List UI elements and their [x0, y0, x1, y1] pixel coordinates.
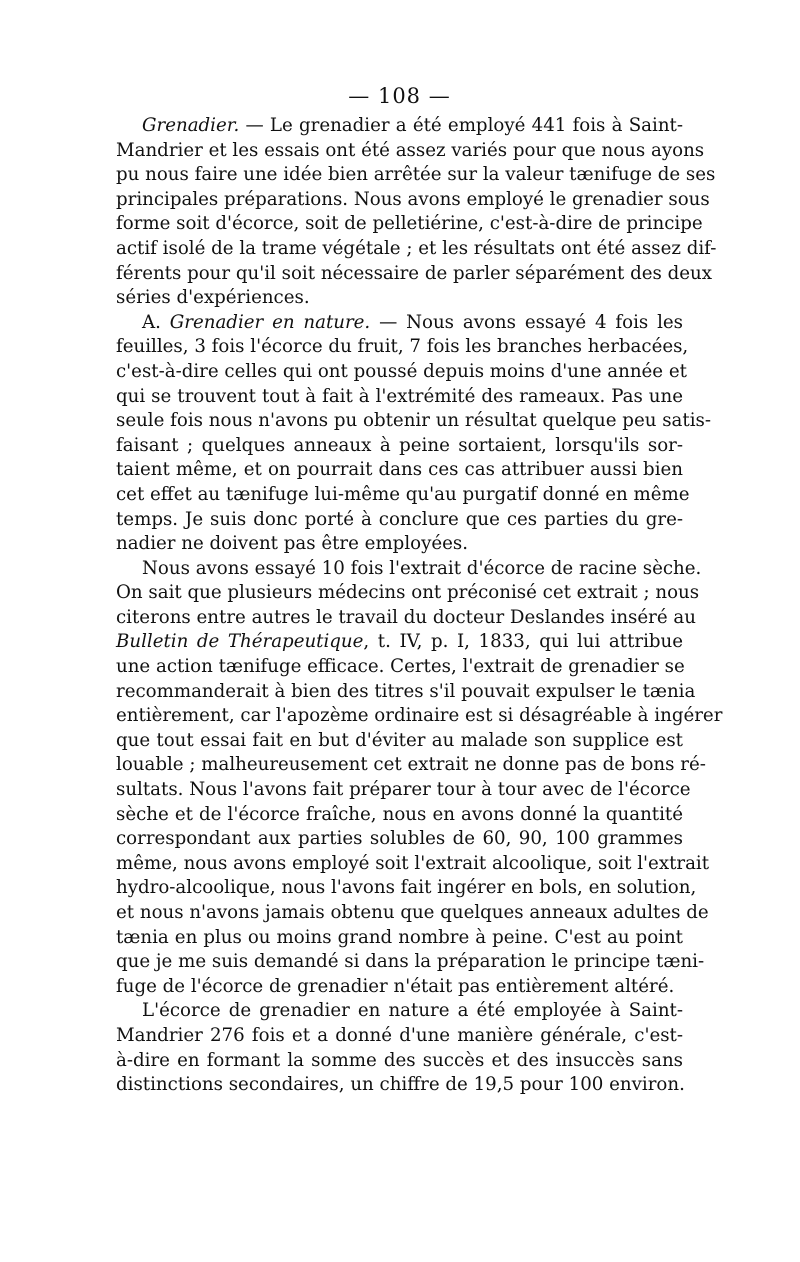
text-line: seule fois nous n'avons pu obtenir un résultat quelque peu satis-: [116, 410, 711, 432]
text-line: entièrement, car l'apozème ordinaire est si désagréable à ingérer: [116, 705, 723, 727]
text-line: fuge de l'écorce de grenadier n'était pas entièrement altéré.: [116, 975, 675, 997]
text-line: temps. Je suis donc porté à conclure que ces parties du gre-: [116, 508, 683, 530]
journal-title-italic: Bulletin de Thérapeutique: [116, 631, 364, 653]
text-line: hydro-alcoolique, nous l'avons fait ingérer en bols, en solution,: [116, 877, 697, 899]
text-line: citerons entre autres le travail du docteur Deslandes inséré au: [116, 606, 696, 628]
text-line: c'est-à-dire celles qui ont poussé depuis moins d'une année et: [116, 360, 687, 382]
text-line: correspondant aux parties solubles de 60, 90, 100 grammes: [116, 828, 683, 850]
text-line: sèche et de l'écorce fraîche, nous en avons donné la quantité: [116, 803, 683, 825]
text-line: férents pour qu'il soit nécessaire de parler séparément des deux: [116, 262, 712, 284]
text-line: une action tænifuge efficace. Certes, l'extrait de grenadier se: [116, 656, 685, 678]
text-line: même, nous avons employé soit l'extrait alcoolique, soit l'extrait: [116, 852, 710, 874]
text-line: faisant ; quelques anneaux à peine sortaient, lorsqu'ils sor-: [116, 434, 683, 456]
text-line: Mandrier 276 fois et a donné d'une manière générale, c'est-: [116, 1024, 683, 1046]
text-line: louable ; malheureusement cet extrait ne donne pas de bons ré-: [116, 754, 706, 776]
paragraph-extrait: [116, 557, 723, 1000]
text-line: Nous avons essayé 10 fois l'extrait d'écorce de racine sèche.: [142, 557, 702, 579]
text-line: principales préparations. Nous avons employé le grenadier sous: [116, 188, 710, 210]
paragraph-ecorce-en-nature: [116, 999, 683, 1097]
text-line: à-dire en formant la somme des succès et des insuccès sans: [116, 1049, 683, 1071]
paragraph-grenadier-en-nature: [116, 311, 711, 557]
text-line: cet effet au tænifuge lui-même qu'au purgatif donné en même: [116, 483, 690, 505]
text-line: nadier ne doivent pas être employées.: [116, 533, 469, 555]
book-page: [116, 82, 723, 1098]
text-line: A. Grenadier en nature. — Nous avons essayé 4 fois les: [142, 311, 683, 333]
text-line: sultats. Nous l'avons fait préparer tour à tour avec de l'écorce: [116, 779, 691, 801]
text-line: qui se trouvent tout à fait à l'extrémité des rameaux. Pas une: [116, 385, 683, 407]
paragraph-grenadier-intro: [116, 114, 717, 311]
subsection-heading-italic: Grenadier en nature.: [169, 311, 371, 333]
text-line: forme soit d'écorce, soit de pelletiérine, c'est-à-dire de principe: [116, 213, 703, 235]
text-line: recommanderait à bien des titres s'il pouvait expulser le tænia: [116, 680, 696, 702]
text-line: taient même, et on pourrait dans ces cas attribuer aussi bien: [116, 459, 683, 481]
text-line: et nous n'avons jamais obtenu que quelques anneaux adultes de: [116, 902, 709, 923]
text-line: L'écorce de grenadier en nature a été employée à Saint-: [142, 1000, 683, 1022]
text-line: feuilles, 3 fois l'écorce du fruit, 7 fois les branches herbacées,: [116, 336, 689, 358]
text-line: séries d'expériences.: [116, 287, 310, 309]
text-line: Grenadier. — Le grenadier a été employé 441 fois à Saint-: [142, 115, 683, 136]
section-heading-italic: Grenadier.: [142, 115, 240, 136]
text-line: Bulletin de Thérapeutique, t. IV, p. I, 1833, qui lui attribue: [116, 631, 684, 653]
text-line: tænia en plus ou moins grand nombre à peine. C'est au point: [116, 926, 683, 948]
text-line: actif isolé de la trame végétale ; et les résultats ont été assez dif-: [116, 237, 717, 259]
text-line: pu nous faire une idée bien arrêtée sur la valeur tænifuge de ses: [116, 164, 716, 186]
page-number: — 108 —: [348, 84, 451, 108]
text-line: On sait que plusieurs médecins ont préconisé cet extrait ; nous: [116, 582, 700, 604]
text-line: Mandrier et les essais ont été assez variés pour que nous ayons: [116, 139, 705, 161]
text-line: que je me suis demandé si dans la préparation le principe tæni-: [116, 951, 705, 973]
text-line: distinctions secondaires, un chiffre de 19,5 pour 100 environ.: [116, 1074, 685, 1096]
text-line: que tout essai fait en but d'éviter au malade son supplice est: [116, 729, 683, 751]
